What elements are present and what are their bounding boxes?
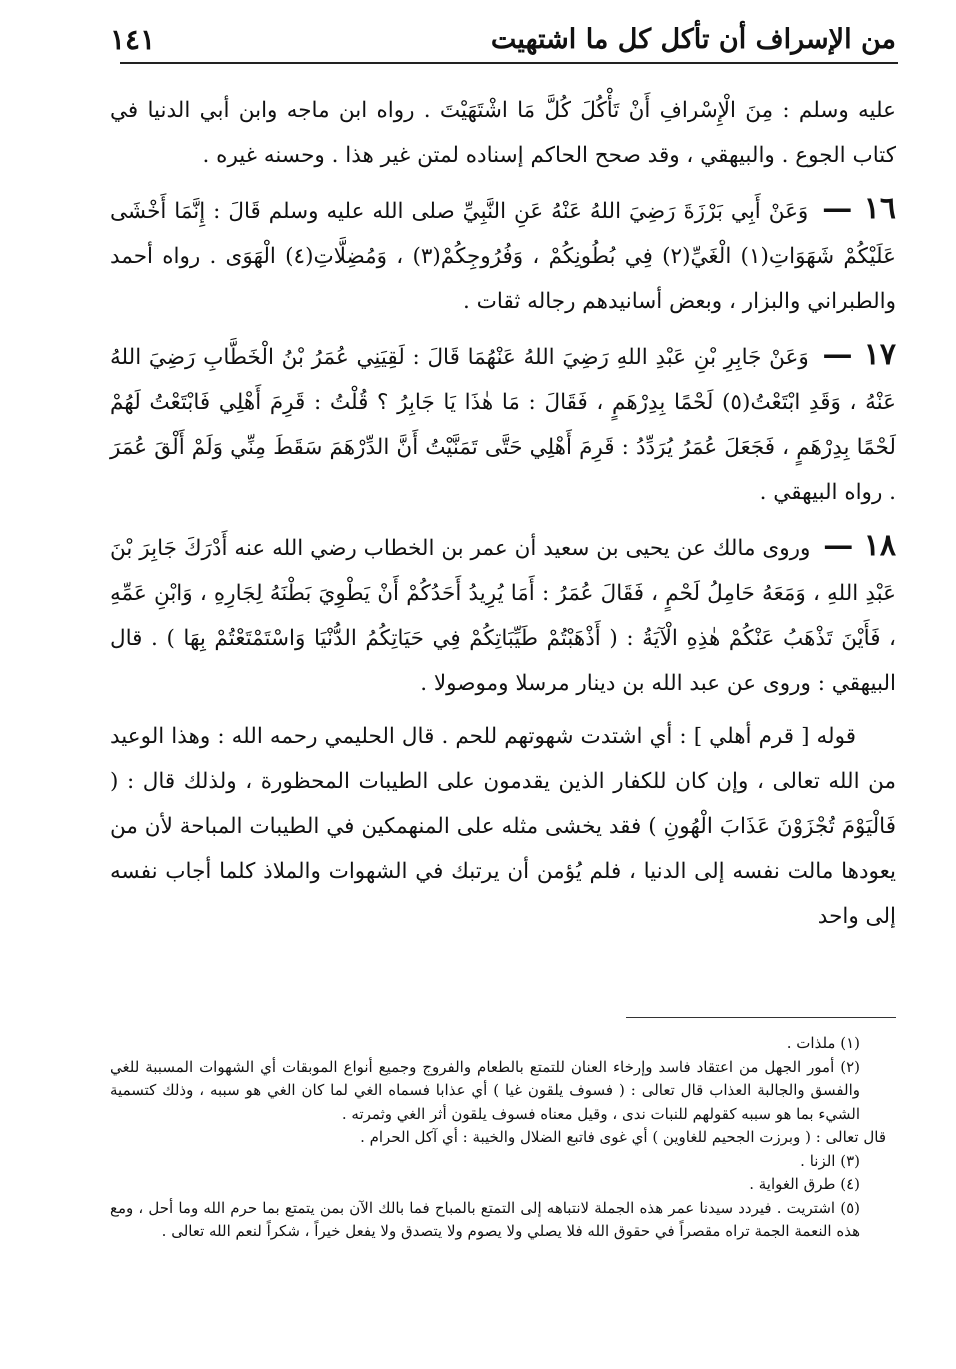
footnote-3: (٣) الزنا . xyxy=(800,1151,860,1170)
commentary xyxy=(110,714,896,939)
hadith-text: وَعَنْ أَبِي بَرْزَةَ رَضِيَ اللهُ عَنْهُ عَنِ النَّبِيِّ صلى الله عليه وسلم قَالَ : إِنَّمَا أَخْشَى عَلَيْكُمْ شَهَوَاتِ(١) الْغَيِّ(٢) فِي بُطُونِكُمْ ، وَفُرُوجِكُمْ(٣) ، وَمُضِلَّاتِ(٤) الْهَوَى . رواه أحمد والطبراني والبزار ، وبعض أسانيدهم رجاله ثقات . xyxy=(110,199,896,314)
paragraph-continuation xyxy=(110,88,896,178)
footnote-2: (٢) أمور الجهل من اعتقاد فاسد وإرخاء العنان للتمتع بالطعام والفروج وجميع أنواع الموبقات أي الشهوات المسببة للغي والفسق والجالبة العذاب قال تعالى : ( فسوف يلقون غيا ) أي عذابا فسماه الغي لما كان الغي هو سببه ، وذلك كتسمية الشيء بما هو سببه كقولهم للنبات ندى ، وقيل معناه فسوف يلقون أثر الغي وثمرته . xyxy=(110,1057,860,1123)
page-header xyxy=(110,14,896,64)
footnote-5: (٥) اشتريت . فيردد سيدنا عمر هذه الجملة لانتباهه إلى التمتع بالمباح فما بالك الآن بمن يتمتع بما حرم الله وما أحل ، ومع هذه النعمة الجمة تراه مقصراً في حقوق الله فلا يصلي ولا يصوم ولا يتصدق ولا يفعل خيراً ، شكراً لنعم الله تعالى . xyxy=(110,1198,860,1240)
main-text xyxy=(110,88,896,947)
footnote-2-continued: قال تعالى : ( وبرزت الجحيم للغاوين ) أي غوى فاتبع الضلال والخيبة : أي آكل الحرام . xyxy=(360,1128,886,1146)
paragraph-text: عليه وسلم : مِنَ الْإِسْرافِ أَنْ تَأْكُلَ كُلَّ مَا اشْتَهَيْتَ . رواه ابن ماجه وابن أبي الدنيا في كتاب الجوع . والبيهقي ، وقد صحح الحاكم إسناده لمتن غير هذا . وحسنه غيره . xyxy=(110,98,896,168)
hadith-17 xyxy=(110,332,896,515)
running-title: من الإسراف أن تأكل كل ما اشتهيت xyxy=(490,23,896,55)
header-divider xyxy=(120,62,898,64)
hadith-18 xyxy=(110,523,896,706)
hadith-16 xyxy=(110,186,896,324)
footnote-divider xyxy=(626,1017,896,1018)
footnote-1: (١) ملذات . xyxy=(786,1034,860,1052)
hadith-number: ١٨ — xyxy=(823,528,896,563)
hadith-text: وَعَنْ جَابِرِ بْنِ عَبْدِ اللهِ رَضِيَ اللهُ عَنْهُمَا قَالَ : لَقِيَنِي عُمَرُ بْنُ الْخَطَّابِ رَضِيَ اللهُ عَنْهُ ، وَقَدِ ابْتَعْتُ(٥) لَحْمًا بِدِرْهَمٍ ، فَقَالَ : مَا هٰذَا يَا جَابِرُ ؟ قُلْتُ : قَرِمَ أَهْلِي فَابْتَعْتُ لَهُمْ لَحْمًا بِدِرْهَمٍ ، فَجَعَلَ عُمَرُ يُرَدِّدُ : قَرِمَ أَهْلِي حَتَّى تَمَنَّيْتُ أَنَّ الدِّرْهَمَ سَقَطَ مِنِّي وَلَمْ أَلْقَ عُمَرَ . رواه البيهقي . xyxy=(110,345,896,505)
footnotes xyxy=(110,1032,896,1244)
commentary-text: قوله [ قرم أهلي ] : أي اشتدت شهوتهم للحم . قال الحليمي رحمه الله : وهذا الوعيد من الله تعالى ، وإن كان للكفار الذين يقدمون على الطيبات المحظورة ، ولذلك قال : ( فَالْيَوْمَ تُجْزَوْنَ عَذَابَ الْهُونِ ) فقد يخشى مثله على المنهمكين في الطيبات المباحة لأن من يعودها مالت نفسه إلى الدنيا ، فلم يُؤمن أن يرتبك في الشهوات والملاذ كلما أجاب نفسه إلى واحد xyxy=(110,724,897,929)
hadith-number: ١٧ — xyxy=(822,337,896,372)
page-number: ١٤١ xyxy=(110,22,156,56)
hadith-number: ١٦ — xyxy=(822,191,897,226)
hadith-text: وروى مالك عن يحيى بن سعيد أن عمر بن الخطاب رضي الله عنه أَدْرَكَ جَابِرَ بْنَ عَبْدِ اللهِ ، وَمَعَهُ حَامِلُ لَحْمٍ ، فَقَالَ عُمَرُ : أَمَا يُرِيدُ أَحَدُكُمْ أَنْ يَطْوِيَ بَطْنَهُ لِجَارِهِ ، وَابْنِ عَمِّهِ ، فَأَيْنَ تَذْهَبُ عَنْكُمْ هٰذِهِ الْآيَةُ : ( أَذْهَبْتُمْ طَيِّبَاتِكُمْ فِي حَيَاتِكُمُ الدُّنْيَا وَاسْتَمْتَعْتُمْ بِهَا ) . قال البيهقي : وروى عن عبد الله بن دينار مرسلا وموصولا . xyxy=(110,536,896,696)
footnote-4: (٤) طرق الغواية . xyxy=(749,1175,860,1193)
